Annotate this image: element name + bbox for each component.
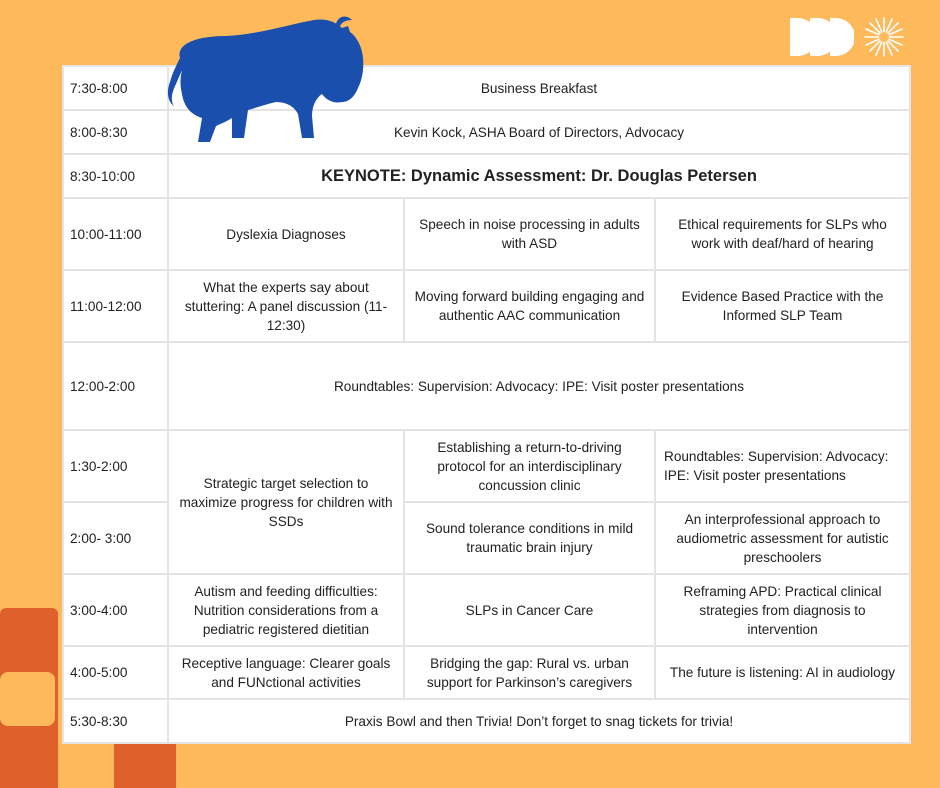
session-cell: Moving forward building engaging and authentic AAC communication	[404, 270, 655, 342]
time-cell: 11:00-12:00	[63, 270, 168, 342]
session-cell: Bridging the gap: Rural vs. urban support for Parkinson’s caregivers	[404, 646, 655, 699]
table-row	[63, 198, 910, 270]
table-row	[63, 646, 910, 699]
table-row	[63, 699, 910, 743]
session-cell: An interprofessional approach to audiometric assessment for autistic preschoolers	[655, 502, 910, 574]
session-cell: Speech in noise processing in adults with ASD	[404, 198, 655, 270]
ddd-logo	[788, 16, 854, 58]
event-cell: Kevin Kock, ASHA Board of Directors, Advocacy	[168, 110, 910, 154]
schedule-table	[62, 65, 911, 744]
bison-icon	[166, 14, 376, 146]
session-cell: Evidence Based Practice with the Informed SLP Team	[655, 270, 910, 342]
time-cell: 7:30-8:00	[63, 66, 168, 110]
keynote-cell: KEYNOTE: Dynamic Assessment: Dr. Douglas Petersen	[168, 154, 910, 198]
time-cell: 8:00-8:30	[63, 110, 168, 154]
session-cell: Roundtables: Supervision: Advocacy: IPE: Visit poster presentations	[655, 430, 910, 502]
session-cell: Sound tolerance conditions in mild traumatic brain injury	[404, 502, 655, 574]
time-cell: 4:00-5:00	[63, 646, 168, 699]
table-row	[63, 574, 910, 646]
time-cell: 5:30-8:30	[63, 699, 168, 743]
event-cell: Business Breakfast	[168, 66, 910, 110]
table-row	[63, 154, 910, 198]
sparkle-icon	[862, 16, 906, 58]
time-cell: 2:00- 3:00	[63, 502, 168, 574]
table-row	[63, 430, 910, 502]
event-cell: Praxis Bowl and then Trivia! Don’t forget to snag tickets for trivia!	[168, 699, 910, 743]
orange-block-cutout	[0, 672, 55, 726]
session-cell: Strategic target selection to maximize progress for children with SSDs	[168, 430, 404, 574]
session-cell: What the experts say about stuttering: A panel discussion (11-12:30)	[168, 270, 404, 342]
session-cell: SLPs in Cancer Care	[404, 574, 655, 646]
session-cell: Ethical requirements for SLPs who work with deaf/hard of hearing	[655, 198, 910, 270]
session-cell: Dyslexia Diagnoses	[168, 198, 404, 270]
time-cell: 3:00-4:00	[63, 574, 168, 646]
session-cell: Establishing a return-to-driving protocol for an interdisciplinary concussion clinic	[404, 430, 655, 502]
table-row	[63, 342, 910, 430]
time-cell: 12:00-2:00	[63, 342, 168, 430]
event-cell: Roundtables: Supervision: Advocacy: IPE: Visit poster presentations	[168, 342, 910, 430]
session-cell: Autism and feeding difficulties: Nutrition considerations from a pediatric registered dietitian	[168, 574, 404, 646]
session-cell: Reframing APD: Practical clinical strategies from diagnosis to intervention	[655, 574, 910, 646]
session-cell: Receptive language: Clearer goals and FUNctional activities	[168, 646, 404, 699]
time-cell: 10:00-11:00	[63, 198, 168, 270]
orange-block-bottom	[114, 738, 176, 788]
session-cell: The future is listening: AI in audiology	[655, 646, 910, 699]
time-cell: 1:30-2:00	[63, 430, 168, 502]
table-row	[63, 270, 910, 342]
time-cell: 8:30-10:00	[63, 154, 168, 198]
